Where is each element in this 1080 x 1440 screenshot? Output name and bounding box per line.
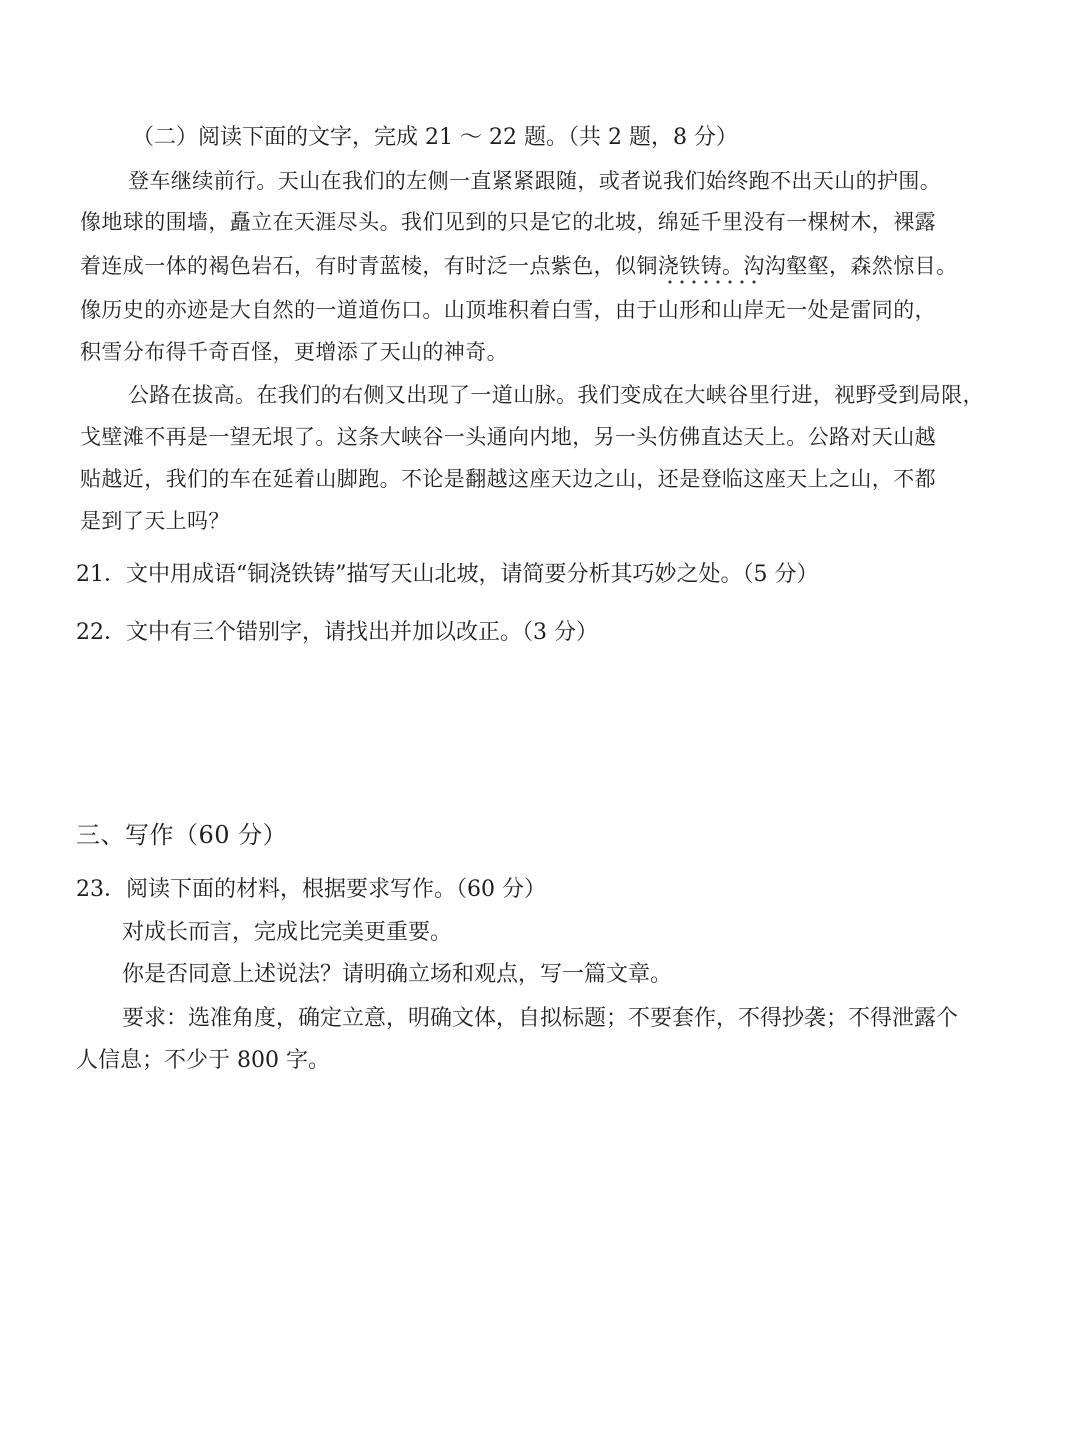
passage-p1-line1: 登车继续前行。天山在我们的左侧一直紧紧跟随，或者说我们始终跑不出天山的护围。 — [128, 169, 942, 193]
passage-p1-line4: 像历史的亦迹是大自然的一道道伤口。山顶堆积着白雪，由于山形和山岸无一处是雷同的， — [80, 298, 936, 322]
passage-p2-line3: 贴越近，我们的车在延着山脚跑。不论是翻越这座天边之山，还是登临这座天上之山，不都 — [80, 467, 936, 491]
passage-p1-line2: 像地球的围墙，矗立在天涯尽头。我们见到的只是它的北坡，绵延千里没有一棵树木，裸露 — [80, 210, 936, 234]
writing-requirements-line1: 要求：选准角度，确定立意，明确文体，自拟标题；不要套作，不得抄袭；不得泄露个 — [122, 1006, 959, 1031]
writing-prompt: 你是否同意上述说法？请明确立场和观点，写一篇文章。 — [122, 962, 673, 987]
passage-p1-line3: 着连成一体的褐色岩石，有时青蓝棱，有时泛一点紫色，似铜浇铁铸。沟沟壑壑，森然惊目。 — [80, 254, 958, 278]
writing-requirements-line2: 人信息；不少于 800 字。 — [76, 1048, 330, 1073]
emphasis-dots — [664, 280, 760, 284]
passage-p2-line1: 公路在拔高。在我们的右侧又出现了一道山脉。我们变成在大峡谷里行进，视野受到局限， — [128, 383, 984, 407]
passage-p2-line2: 戈壁滩不再是一望无垠了。这条大峡谷一头通向内地，另一头仿佛直达天上。公路对天山越 — [80, 425, 936, 449]
question-21: 21．文中用成语“铜浇铁铸”描写天山北坡，请简要分析其巧妙之处。（5 分） — [76, 562, 819, 587]
passage-p2-line4: 是到了天上吗？ — [80, 509, 230, 533]
section-two-title: （二）阅读下面的文字，完成 21 ～ 22 题。（共 2 题，8 分） — [132, 125, 738, 150]
question-23: 23．阅读下面的材料，根据要求写作。（60 分） — [76, 877, 546, 902]
section-three-title: 三、写作（60 分） — [76, 821, 288, 849]
writing-material: 对成长而言，完成比完美更重要。 — [122, 920, 453, 945]
question-22: 22．文中有三个错别字，请找出并加以改正。（3 分） — [76, 620, 598, 645]
passage-p1-line5: 积雪分布得千奇百怪，更增添了天山的神奇。 — [80, 340, 508, 364]
